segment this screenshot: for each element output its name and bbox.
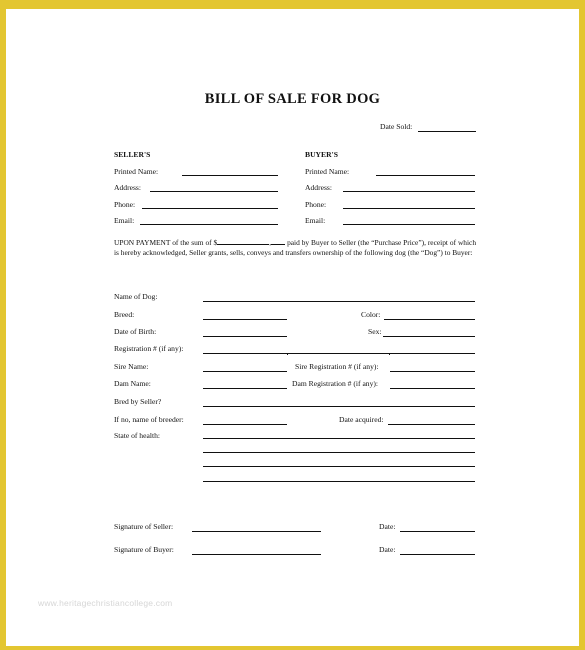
buyer-phone-field[interactable]	[343, 208, 475, 209]
state-of-health-label: State of health:	[114, 431, 160, 440]
buyer-email-field[interactable]	[343, 224, 475, 225]
buyer-email-label: Email:	[305, 216, 326, 225]
date-sold-field[interactable]	[418, 131, 476, 132]
seller-phone-field[interactable]	[142, 208, 278, 209]
purchase-price-cents-field[interactable]	[271, 237, 285, 245]
document-title: BILL OF SALE FOR DOG	[204, 91, 381, 107]
seller-email-field[interactable]	[140, 224, 278, 225]
dam-name-label: Dam Name:	[114, 379, 151, 388]
dob-field[interactable]	[203, 336, 287, 337]
breeder-name-field[interactable]	[203, 424, 287, 425]
seller-signature-date-label: Date:	[379, 522, 396, 531]
state-of-health-line-2[interactable]	[203, 452, 475, 453]
seller-email-label: Email:	[114, 216, 135, 225]
buyer-signature-date-field[interactable]	[400, 554, 475, 555]
dam-registration-label: Dam Registration # (if any):	[292, 379, 379, 388]
state-of-health-line-1[interactable]	[203, 438, 475, 439]
buyer-signature-field[interactable]	[192, 554, 321, 555]
breed-field[interactable]	[203, 319, 287, 320]
buyer-signature-date-label: Date:	[379, 545, 396, 554]
sire-name-label: Sire Name:	[114, 362, 149, 371]
buyer-address-label: Address:	[305, 183, 332, 192]
agreement-paragraph: UPON PAYMENT of the sum of $ , paid by Buyer to Seller (the “Purchase Price”), receipt of which is hereby acknowledged, Seller grants, sells, conveys and transfers ownership of the following dog (the “Dog”) to Buyer:	[114, 238, 477, 258]
buyer-printed-name-field[interactable]	[376, 175, 475, 176]
seller-phone-label: Phone:	[114, 200, 136, 209]
sire-registration-label: Sire Registration # (if any):	[295, 362, 379, 371]
registration-tick-1	[287, 353, 288, 355]
dam-registration-field[interactable]	[390, 388, 475, 389]
color-label: Color:	[361, 310, 381, 319]
sire-registration-field[interactable]	[390, 371, 475, 372]
seller-signature-label: Signature of Seller:	[114, 522, 174, 531]
buyer-heading: BUYER'S	[305, 150, 338, 159]
seller-heading: SELLER'S	[114, 150, 151, 159]
dog-name-label: Name of Dog:	[114, 292, 158, 301]
sex-field[interactable]	[383, 336, 475, 337]
date-sold-label: Date Sold:	[380, 122, 413, 131]
seller-printed-name-label: Printed Name:	[114, 167, 159, 176]
sex-label: Sex:	[368, 327, 382, 336]
state-of-health-line-4[interactable]	[203, 481, 475, 482]
buyer-phone-label: Phone:	[305, 200, 327, 209]
seller-address-label: Address:	[114, 183, 141, 192]
registration-label: Registration # (if any):	[114, 344, 184, 353]
seller-signature-date-field[interactable]	[400, 531, 475, 532]
sire-name-field[interactable]	[203, 371, 287, 372]
dob-label: Date of Birth:	[114, 327, 157, 336]
buyer-printed-name-label: Printed Name:	[305, 167, 350, 176]
seller-signature-field[interactable]	[192, 531, 321, 532]
dog-name-field[interactable]	[203, 301, 475, 302]
seller-printed-name-field[interactable]	[182, 175, 278, 176]
dam-name-field[interactable]	[203, 388, 287, 389]
bred-by-seller-label: Bred by Seller?	[114, 397, 162, 406]
date-acquired-label: Date acquired:	[339, 415, 384, 424]
color-field[interactable]	[384, 319, 475, 320]
buyer-address-field[interactable]	[343, 191, 475, 192]
seller-address-field[interactable]	[150, 191, 278, 192]
purchase-price-field[interactable]	[217, 237, 269, 245]
agreement-text-start: UPON PAYMENT of the sum of $	[114, 238, 218, 247]
breed-label: Breed:	[114, 310, 135, 319]
state-of-health-line-3[interactable]	[203, 466, 475, 467]
buyer-signature-label: Signature of Buyer:	[114, 545, 174, 554]
date-acquired-field[interactable]	[388, 424, 475, 425]
breeder-name-label: If no, name of breeder:	[114, 415, 184, 424]
registration-tick-2	[389, 353, 390, 355]
bred-by-seller-field[interactable]	[203, 406, 475, 407]
registration-field[interactable]	[203, 353, 475, 354]
agreement-text-end: paid by Buyer to Seller (the “Purchase Price”), receipt of which is hereby acknowledged, Seller grants, sells, conveys and transfers ownership of the following dog (the “Dog”) to Buyer:	[114, 238, 477, 258]
watermark: www.heritagechristiancollege.com	[38, 598, 173, 608]
